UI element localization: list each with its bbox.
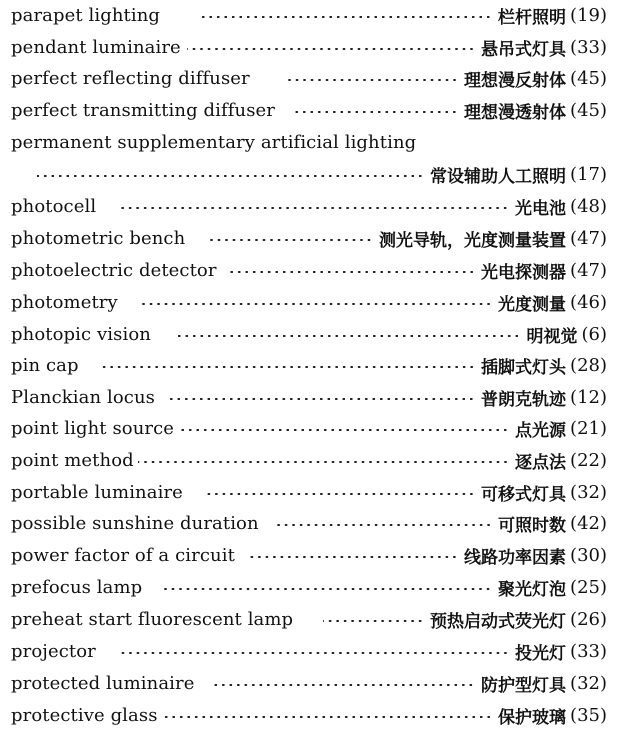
glossary-entry-continuation (37, 160, 607, 188)
glossary-entry (11, 637, 607, 665)
entry-translation: 线路功率因素 (464, 547, 567, 568)
entry-term: photocell (11, 195, 97, 217)
dot-leader (173, 335, 521, 337)
dot-leader (210, 684, 475, 686)
glossary-entry (11, 669, 607, 697)
entry-translation: 光电池 (515, 198, 567, 219)
entry-translation: 理想漫反射体 (464, 70, 567, 91)
glossary-entry (11, 224, 607, 252)
entry-term: perfect reflecting diffuser (11, 67, 250, 89)
entry-page-number: (22) (570, 449, 607, 471)
entry-term: perfect transmitting diffuser (11, 99, 276, 121)
entry-page-number: (45) (570, 67, 607, 89)
dot-leader (37, 175, 424, 177)
entry-translation: 普朗克轨迹 (481, 389, 567, 410)
dot-leader (180, 429, 509, 431)
entry-translation: 常设辅助人工照明 (430, 166, 567, 187)
glossary-entry (11, 383, 607, 411)
entry-translation: 光电探测器 (481, 262, 567, 283)
entry-translation: 聚光灯泡 (498, 579, 567, 600)
dot-leader (200, 16, 492, 18)
dot-leader (167, 398, 475, 400)
glossary-entry (11, 541, 607, 569)
entry-term: point light source (11, 417, 175, 439)
entry-term: protective glass (11, 704, 158, 726)
dot-leader (187, 48, 475, 50)
dot-leader (229, 271, 475, 273)
dot-leader (118, 652, 509, 654)
entry-term: Planckian locus (11, 386, 155, 408)
dot-leader (323, 620, 424, 622)
glossary-entry (11, 96, 607, 124)
glossary-entry (11, 64, 607, 92)
entry-page-number: (19) (570, 4, 607, 26)
entry-term: photometric bench (11, 227, 186, 249)
entry-translation: 插脚式灯头 (481, 357, 567, 378)
glossary-entry (11, 701, 607, 729)
entry-translation: 明视觉 (526, 326, 578, 347)
entry-translation: 悬吊式灯具 (481, 39, 567, 60)
dot-leader (247, 556, 458, 558)
glossary-entry (11, 256, 607, 284)
entry-term: pendant luminaire (11, 36, 181, 58)
dot-leader (205, 493, 475, 495)
entry-term: possible sunshine duration (11, 512, 259, 534)
entry-term: portable luminaire (11, 481, 183, 503)
entry-term: point method (11, 449, 134, 471)
entry-term: photometry (11, 291, 118, 313)
entry-translation: 保护玻璃 (498, 707, 567, 728)
dot-leader (286, 79, 458, 81)
glossary-entry (11, 192, 607, 220)
entry-page-number: (6) (581, 323, 607, 345)
dot-leader (207, 239, 373, 241)
entry-page-number: (21) (570, 417, 607, 439)
entry-term: power factor of a circuit (11, 544, 235, 566)
dot-leader (162, 716, 492, 718)
entry-page-number: (48) (570, 195, 607, 217)
dot-leader (138, 461, 509, 463)
dot-leader (273, 524, 492, 526)
entry-page-number: (26) (570, 608, 607, 630)
entry-translation: 光度测量 (498, 294, 567, 315)
entry-term: pin cap (11, 354, 79, 376)
entry-page-number: (47) (570, 227, 607, 249)
glossary-entry (11, 605, 607, 633)
entry-term: preheat start fluorescent lamp (11, 608, 294, 630)
entry-translation: 栏杆照明 (498, 7, 567, 28)
entry-term: protected luminaire (11, 672, 195, 694)
entry-page-number: (33) (570, 36, 607, 58)
dot-leader (293, 111, 458, 113)
entry-translation: 理想漫透射体 (464, 102, 567, 123)
entry-page-number: (12) (570, 386, 607, 408)
glossary-entry (11, 573, 607, 601)
glossary-entry (11, 33, 607, 61)
glossary-entry (11, 1, 607, 29)
entry-translation: 可照时数 (498, 515, 567, 536)
entry-page-number: (47) (570, 259, 607, 281)
entry-translation: 投光灯 (515, 643, 567, 664)
glossary-entry (11, 128, 607, 156)
entry-page-number: (32) (570, 481, 607, 503)
entry-translation: 可移式灯具 (481, 484, 567, 505)
glossary-entry (11, 446, 607, 474)
entry-page-number: (32) (570, 672, 607, 694)
entry-term: parapet lighting (11, 4, 161, 26)
entry-term: prefocus lamp (11, 576, 143, 598)
entry-term: permanent supplementary artificial lighting (11, 131, 417, 153)
glossary-entry (11, 288, 607, 316)
entry-translation: 点光源 (515, 420, 567, 441)
entry-term: photoelectric detector (11, 259, 217, 281)
glossary-entry (11, 320, 607, 348)
entry-term: photopic vision (11, 323, 151, 345)
dot-leader (118, 207, 509, 209)
entry-translation: 逐点法 (515, 452, 567, 473)
glossary-entry (11, 478, 607, 506)
glossary-entry (11, 414, 607, 442)
entry-translation: 测光导轨，光度测量装置 (379, 230, 567, 251)
entry-page-number: (25) (570, 576, 607, 598)
entry-page-number: (42) (570, 512, 607, 534)
entry-page-number: (28) (570, 354, 607, 376)
glossary-entry (11, 509, 607, 537)
entry-page-number: (35) (570, 704, 607, 726)
dot-leader (164, 588, 492, 590)
entry-page-number: (46) (570, 291, 607, 313)
entry-page-number: (45) (570, 99, 607, 121)
entry-term: projector (11, 640, 96, 662)
entry-page-number: (33) (570, 640, 607, 662)
entry-translation: 预热启动式荧光灯 (430, 611, 567, 632)
entry-translation: 防护型灯具 (481, 675, 567, 696)
entry-page-number: (17) (570, 163, 607, 185)
dot-leader (101, 366, 475, 368)
dot-leader (140, 303, 492, 305)
entry-page-number: (30) (570, 544, 607, 566)
glossary-entry (11, 351, 607, 379)
